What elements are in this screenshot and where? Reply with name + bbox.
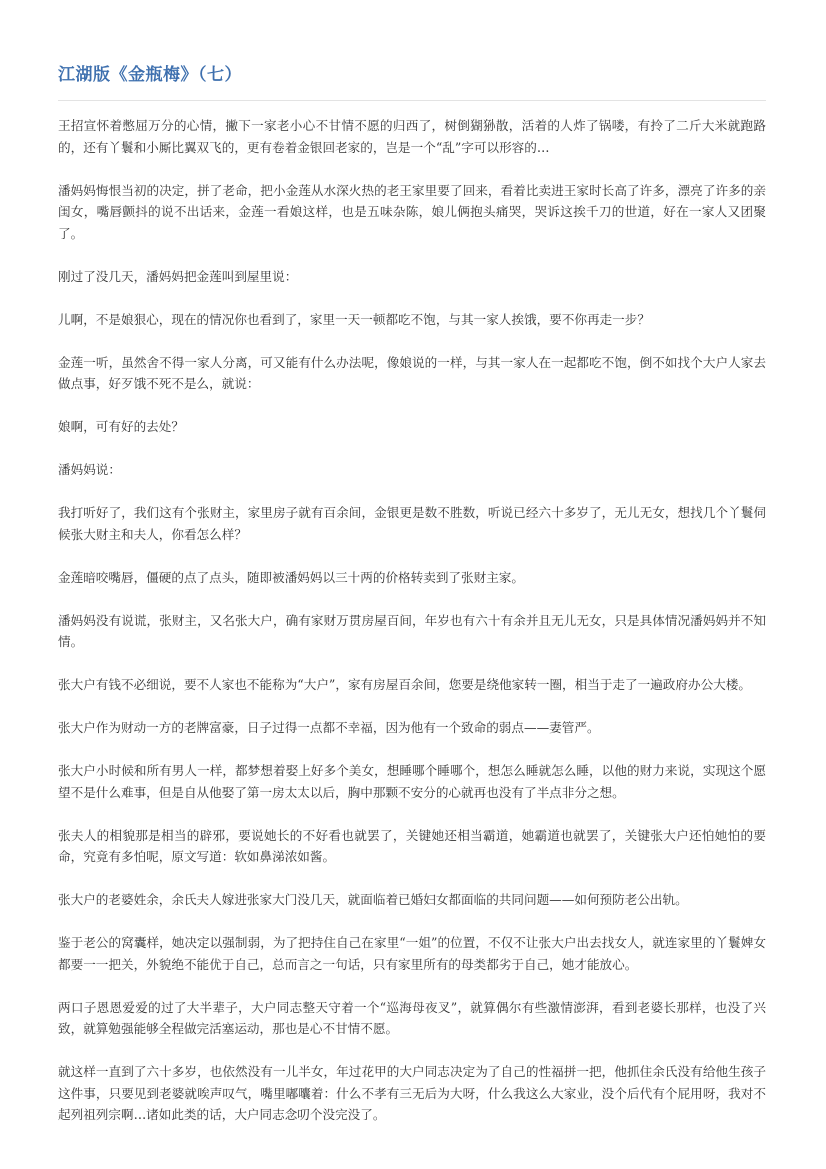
paragraph-1: 王招宣怀着憋屈万分的心情，撇下一家老小心不甘情不愿的归西了，树倒猢狲散，活着的人炸了锅喽，有拎了二斤大米就跑路的，还有丫鬟和小厮比翼双飞的，更有卷着金银回老家的，岂是一个“乱”字可以形容的… [58, 118, 766, 155]
paragraph-8: 我打听好了，我们这有个张财主，家里房子就有百余间，金银更是数不胜数，听说已经六十多岁了，无儿无女，想找几个丫鬟伺候张大财主和夫人，你看怎么样？ [58, 505, 766, 542]
paragraph-13: 张大户小时候和所有男人一样，都梦想着娶上好多个美女，想睡哪个睡哪个，想怎么睡就怎么睡，以他的财力来说，实现这个愿望不是什么难事，但是自从他娶了第一房太太以后，胸中那颗不安分的心就再也没有了半点非分之想。 [58, 763, 766, 800]
paragraph-12: 张大户作为财动一方的老牌富豪，日子过得一点都不幸福，因为他有一个致命的弱点——妻管严。 [58, 720, 600, 735]
paragraph-16: 鉴于老公的窝囊样，她决定以强制弱，为了把持住自己在家里“一姐”的位置，不仅不让张大户出去找女人，就连家里的丫鬟婢女都要一一把关，外貌绝不能优于自己，总而言之一句话，只有家里所有的母类都劣于自己，她才能放心。 [58, 935, 766, 972]
paragraph-5: 金莲一听，虽然舍不得一家人分离，可又能有什么办法呢，像娘说的一样，与其一家人在一起都吃不饱，倒不如找个大户人家去做点事，好歹饿不死不是么，就说： [58, 354, 766, 391]
paragraph-15: 张大户的老婆姓余，余氏夫人嫁进张家大门没几天，就面临着已婚妇女都面临的共同问题——如何预防老公出轨。 [58, 892, 688, 907]
paragraph-18: 就这样一直到了六十多岁，也依然没有一儿半女，年过花甲的大户同志决定为了自己的性福拼一把，他抓住余氏没有给他生孩子这件事，只要见到老婆就唉声叹气，嘴里嘟囔着：什么不孝有三无后为大呀，什么我这么大家业，没个后代有个屁用呀，我对不起列祖列宗啊…诸如此类的话，大户同志念叨个没完没了。 [58, 1064, 766, 1122]
paragraph-6: 娘啊，可有好的去处？ [58, 419, 184, 434]
paragraph-7: 潘妈妈说： [58, 462, 121, 477]
paragraph-17: 两口子恩恩爱爱的过了大半辈子，大户同志整天守着一个“巡海母夜叉”，就算偶尔有些激情澎湃，看到老婆长那样，也没了兴致，就算勉强能够全程做完活塞运动，那也是心不甘情不愿。 [58, 999, 766, 1036]
paragraph-3: 刚过了没几天，潘妈妈把金莲叫到屋里说： [58, 268, 298, 284]
article-title: 江湖版《金瓶梅》（七） [58, 62, 766, 101]
paragraph-14: 张夫人的相貌那是相当的辟邪，要说她长的不好看也就罢了，关键她还相当霸道，她霸道也就罢了，关键张大户还怕她怕的要命，究竟有多怕呢，原文写道：软如鼻涕浓如酱。 [58, 827, 766, 864]
article-content [58, 115, 766, 1126]
paragraph-11: 张大户有钱不必细说，要不人家也不能称为“大户”，家有房屋百余间，您要是绕他家转一圈，相当于走了一遍政府办公大楼。 [58, 677, 751, 692]
paragraph-2: 潘妈妈悔恨当初的决定，拼了老命，把小金莲从水深火热的老王家里要了回来，看着比卖进王家时长高了许多，漂亮了许多的亲闺女，嘴唇颤抖的说不出话来，金莲一看娘这样，也是五味杂陈，娘儿俩抱头痛哭，哭诉这挨千刀的世道，好在一家人又团聚了。 [58, 182, 766, 241]
article-page [58, 62, 766, 1147]
paragraph-10: 潘妈妈没有说谎，张财主，又名张大户，确有家财万贯房屋百间，年岁也有六十有余并且无儿无女，只是具体情况潘妈妈并不知情。 [58, 612, 766, 649]
paragraph-9: 金莲暗咬嘴唇，僵硬的点了点头，随即被潘妈妈以三十两的价格转卖到了张财主家。 [58, 569, 524, 585]
paragraph-4: 儿啊，不是娘狠心，现在的情况你也看到了，家里一天一顿都吃不饱，与其一家人挨饿，要不你再走一步？ [58, 311, 650, 327]
